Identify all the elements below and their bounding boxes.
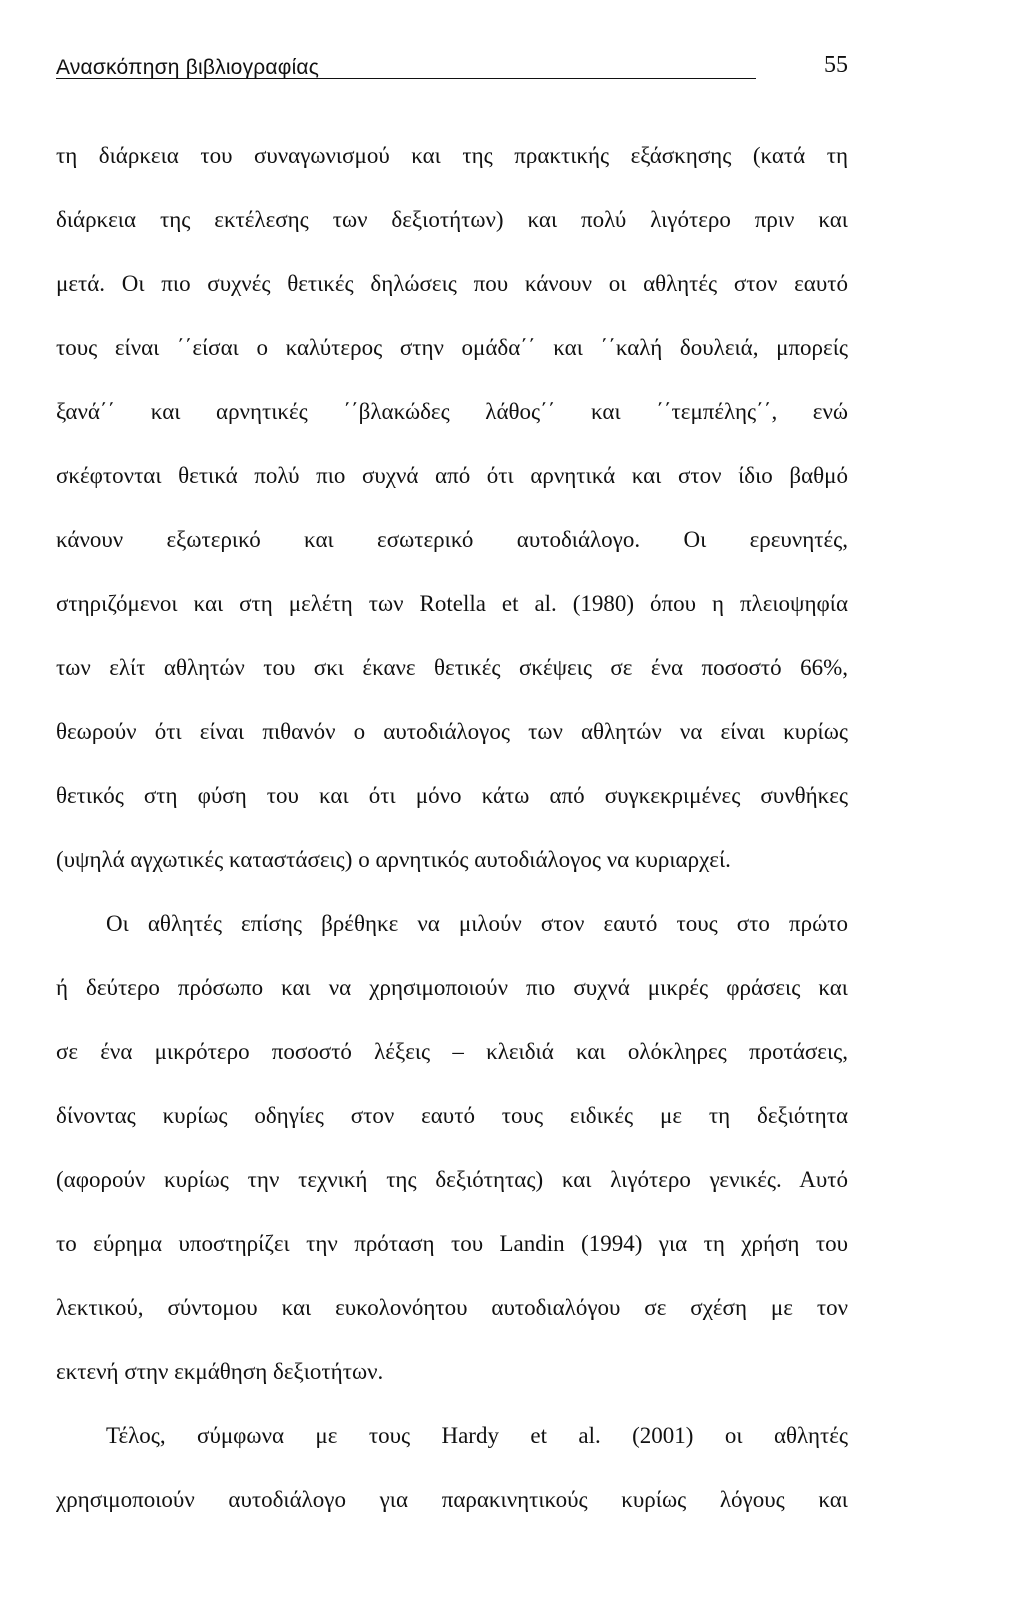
text-line: μετά. Οι πιο συχνές θετικές δηλώσεις που κάνουν οι αθλητές στον εαυτό: [56, 271, 848, 296]
text-line: λεκτικού, σύντομου και ευκολονόητου αυτοδιαλόγου σε σχέση με τον: [56, 1295, 848, 1320]
page-number: 55: [824, 52, 848, 78]
text-line: δίνοντας κυρίως οδηγίες στον εαυτό τους ειδικές με τη δεξιότητα: [56, 1103, 848, 1128]
text-line: στηριζόμενοι και στη μελέτη των Rotella et al. (1980) όπου η πλειοψηφία: [56, 591, 848, 616]
body-text: [56, 124, 848, 1532]
text-line: χρησιμοποιούν αυτοδιάλογο για παρακινητικούς κυρίως λόγους και: [56, 1487, 848, 1512]
text-line: το εύρημα υποστηρίζει την πρόταση του Landin (1994) για τη χρήση του: [56, 1231, 848, 1256]
text-line: σκέφτονται θετικά πολύ πιο συχνά από ότι αρνητικά και στον ίδιο βαθμό: [56, 463, 848, 488]
text-line: θετικός στη φύση του και ότι μόνο κάτω από συγκεκριμένες συνθήκες: [56, 783, 848, 808]
text-line: (αφορούν κυρίως την τεχνική της δεξιότητας) και λιγότερο γενικές. Αυτό: [56, 1167, 848, 1192]
text-line: των ελίτ αθλητών του σκι έκανε θετικές σκέψεις σε ένα ποσοστό 66%,: [56, 655, 848, 680]
text-line: εκτενή στην εκμάθηση δεξιοτήτων.: [56, 1359, 384, 1384]
running-header: [56, 48, 848, 82]
text-line: ή δεύτερο πρόσωπο και να χρησιμοποιούν πιο συχνά μικρές φράσεις και: [56, 975, 848, 1000]
text-line: διάρκεια της εκτέλεσης των δεξιοτήτων) και πολύ λιγότερο πριν και: [56, 207, 848, 232]
running-title: Ανασκόπηση βιβλιογραφίας: [56, 56, 320, 79]
text-line: τους είναι ΄΄είσαι ο καλύτερος στην ομάδα΄΄ και ΄΄καλή δουλειά, μπορείς: [56, 335, 848, 360]
header-rule: [56, 78, 756, 79]
text-line: σε ένα μικρότερο ποσοστό λέξεις – κλειδιά και ολόκληρες προτάσεις,: [56, 1039, 848, 1064]
text-line: ξανά΄΄ και αρνητικές ΄΄βλακώδες λάθος΄΄ και ΄΄τεμπέλης΄΄, ενώ: [56, 399, 848, 424]
text-line: τη διάρκεια του συναγωνισμού και της πρακτικής εξάσκησης (κατά τη: [56, 143, 848, 168]
text-line: (υψηλά αγχωτικές καταστάσεις) ο αρνητικός αυτοδιάλογος να κυριαρχεί.: [56, 847, 731, 872]
text-line: Οι αθλητές επίσης βρέθηκε να μιλούν στον εαυτό τους στο πρώτο: [106, 911, 848, 936]
text-line: Τέλος, σύμφωνα με τους Hardy et al. (2001) οι αθλητές: [106, 1423, 848, 1448]
text-line: κάνουν εξωτερικό και εσωτερικό αυτοδιάλογο. Οι ερευνητές,: [56, 527, 848, 552]
text-line: θεωρούν ότι είναι πιθανόν ο αυτοδιάλογος των αθλητών να είναι κυρίως: [56, 719, 848, 744]
